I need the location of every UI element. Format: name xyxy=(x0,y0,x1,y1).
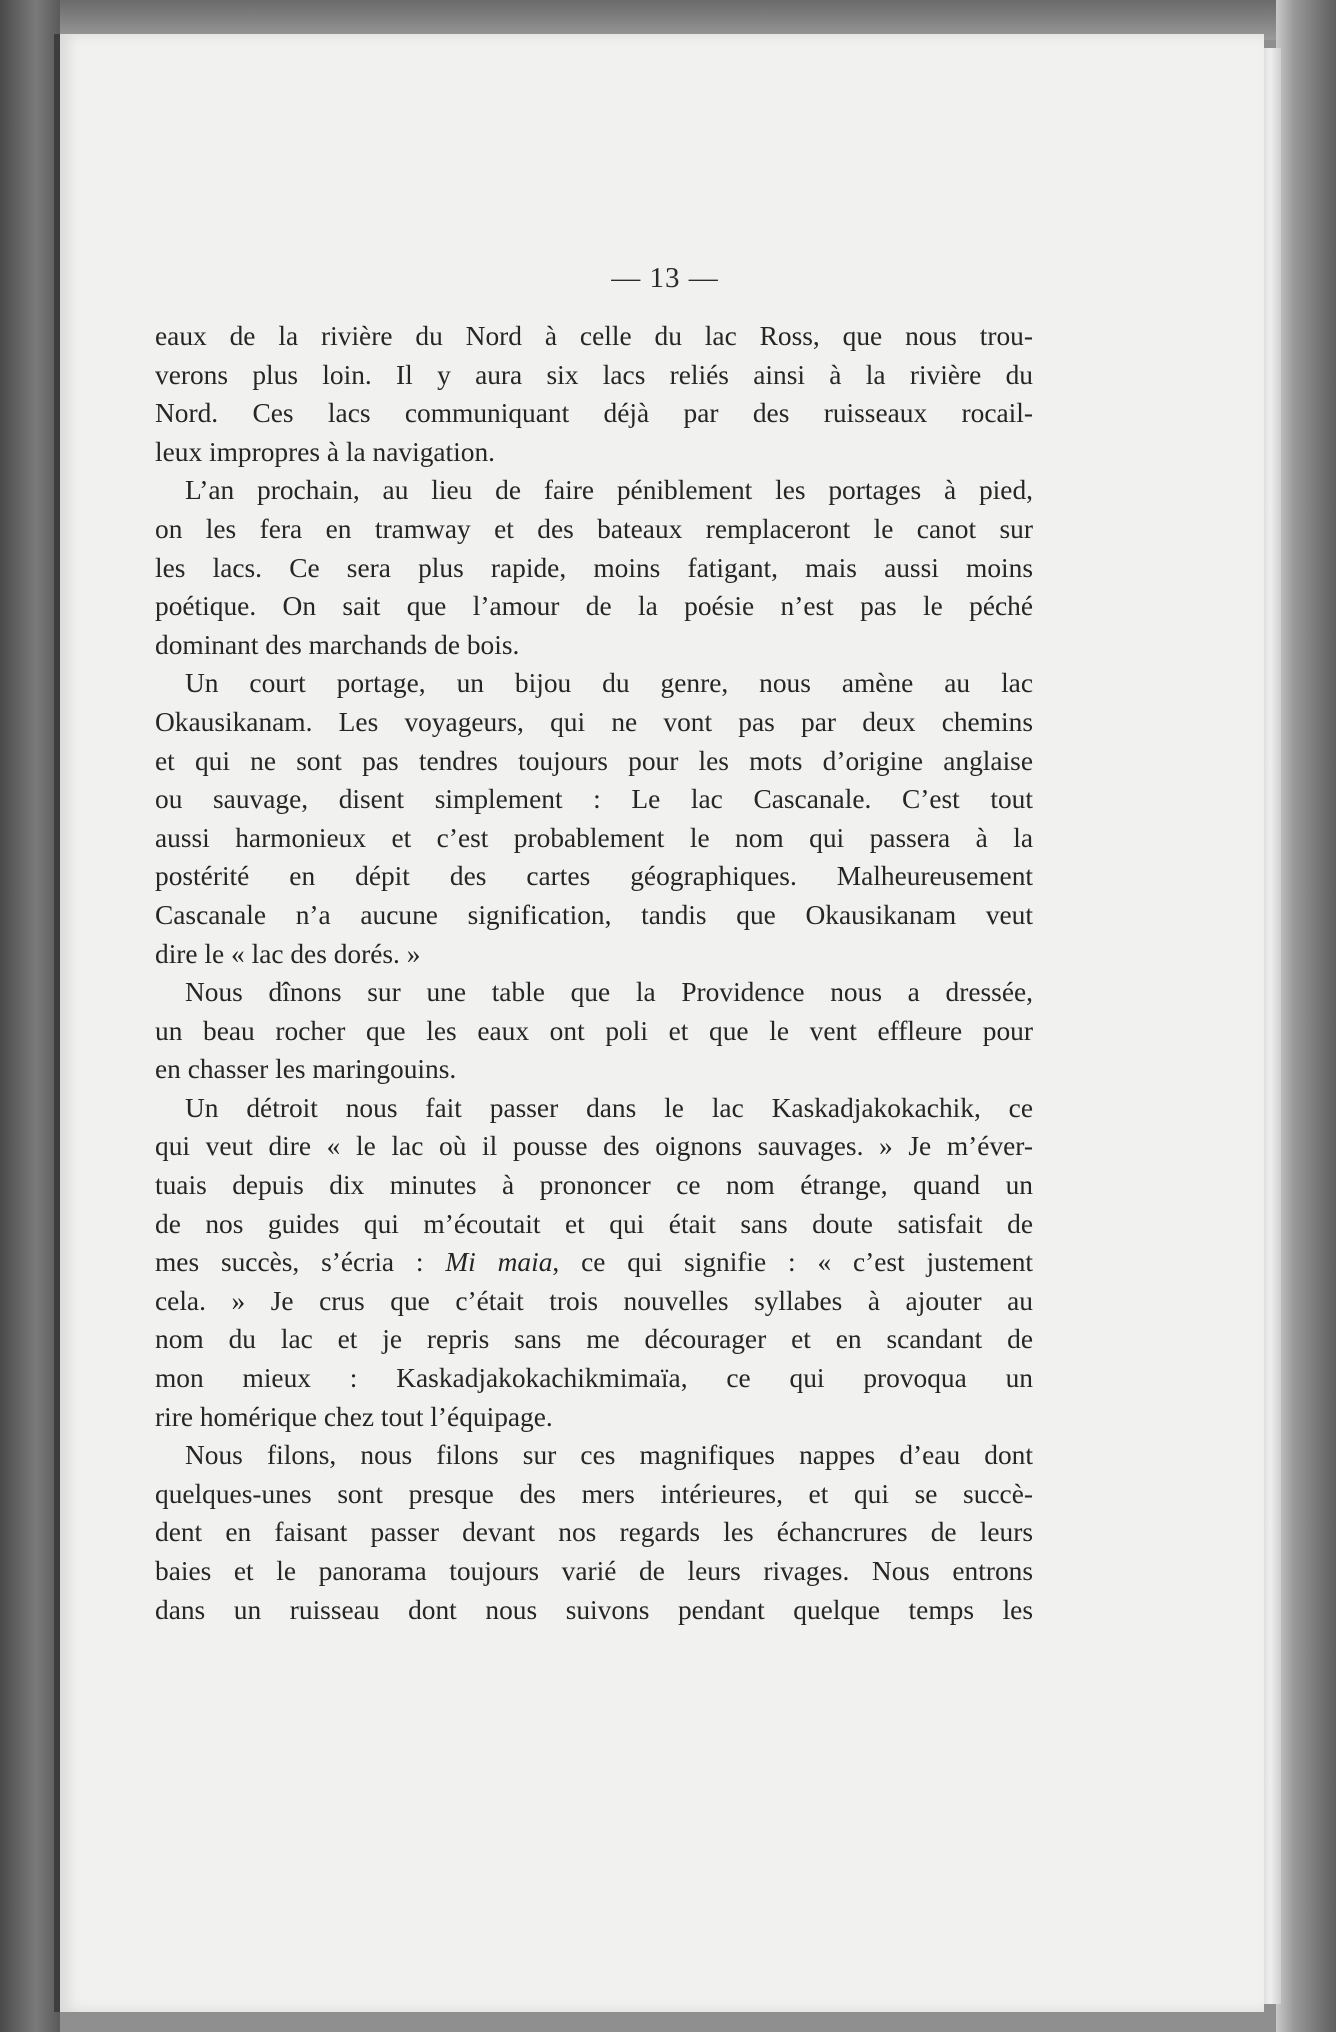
page-body-text xyxy=(155,317,1033,1629)
scan-background-left xyxy=(0,0,60,2032)
text-line: ou sauvage, disent simplement : Le lac Cascanale. C’est tout xyxy=(155,784,1033,815)
text-line: un beau rocher que les eaux ont poli et que le vent effleure pour xyxy=(155,1015,1033,1046)
text-line: Nord. Ces lacs communiquant déjà par des ruisseaux rocail- xyxy=(155,398,1033,429)
text-line: verons plus loin. Il y aura six lacs reliés ainsi à la rivière du xyxy=(155,359,1033,390)
text-line: leux impropres à la navigation. xyxy=(155,436,496,467)
text-line: en chasser les maringouins. xyxy=(155,1054,457,1085)
text-line: et qui ne sont pas tendres toujours pour les mots d’origine anglaise xyxy=(155,745,1033,776)
text-line: Nous dînons sur une table que la Providence nous a dressée, xyxy=(185,977,1033,1008)
book-page xyxy=(54,34,1264,2012)
text-line: aussi harmonieux et c’est probablement le nom qui passera à la xyxy=(155,822,1033,853)
text-line: les lacs. Ce sera plus rapide, moins fatigant, mais aussi moins xyxy=(155,552,1033,583)
text-line: dent en faisant passer devant nos regards les échancrures de leurs xyxy=(155,1517,1033,1548)
text-line: de nos guides qui m’écoutait et qui était sans doute satisfait de xyxy=(155,1208,1033,1239)
text-line: quelques-unes sont presque des mers intérieures, et qui se succè- xyxy=(155,1478,1033,1509)
text-line: nom du lac et je repris sans me décourager et en scandant de xyxy=(155,1324,1033,1355)
text-line: on les fera en tramway et des bateaux remplaceront le canot sur xyxy=(155,513,1033,544)
text-line: baies et le panorama toujours varié de leurs rivages. Nous entrons xyxy=(155,1556,1033,1586)
text-line: dire le « lac des dorés. » xyxy=(155,938,421,969)
text-line: tuais depuis dix minutes à prononcer ce nom étrange, quand un xyxy=(155,1170,1033,1201)
scan-background-right xyxy=(1276,0,1336,2032)
text-line: postérité en dépit des cartes géographiques. Malheureusement xyxy=(155,861,1033,892)
text-line: Okausikanam. Les voyageurs, qui ne vont pas par deux chemins xyxy=(155,706,1033,737)
text-line: Un détroit nous fait passer dans le lac Kaskadjakokachik, ce xyxy=(185,1092,1033,1123)
text-line: L’an prochain, au lieu de faire péniblement les portages à pied, xyxy=(185,475,1033,506)
text-line: qui veut dire « le lac où il pousse des oignons sauvages. » Je m’éver- xyxy=(155,1131,1033,1162)
text-line: poétique. On sait que l’amour de la poésie n’est pas le péché xyxy=(155,591,1033,622)
text-line: mon mieux : Kaskadjakokachikmimaïa, ce qui provoqua un xyxy=(155,1363,1033,1394)
page-edge xyxy=(1262,48,1281,2004)
text-line: dominant des marchands de bois. xyxy=(155,629,520,660)
text-line: cela. » Je crus que c’était trois nouvelles syllabes à ajouter au xyxy=(155,1285,1033,1316)
text-line: rire homérique chez tout l’équipage. xyxy=(155,1401,553,1432)
text-line: Un court portage, un bijou du genre, nous amène au lac xyxy=(185,668,1033,699)
text-line: dans un ruisseau dont nous suivons pendant quelque temps les xyxy=(155,1594,1033,1625)
page-number: — 13 — xyxy=(611,262,719,294)
text-line xyxy=(155,1243,1033,1282)
italic-phrase: Mi maia xyxy=(445,1247,553,1278)
text-line: eaux de la rivière du Nord à celle du lac Ross, que nous trou- xyxy=(155,321,1033,351)
text-segment: , ce qui signifie : « c’est justement xyxy=(552,1247,1034,1278)
text-segment: mes succès, s’écria : xyxy=(155,1247,446,1278)
text-line: Nous filons, nous filons sur ces magnifiques nappes d’eau dont xyxy=(185,1440,1033,1471)
text-line: Cascanale n’a aucune signification, tandis que Okausikanam veut xyxy=(155,899,1033,930)
